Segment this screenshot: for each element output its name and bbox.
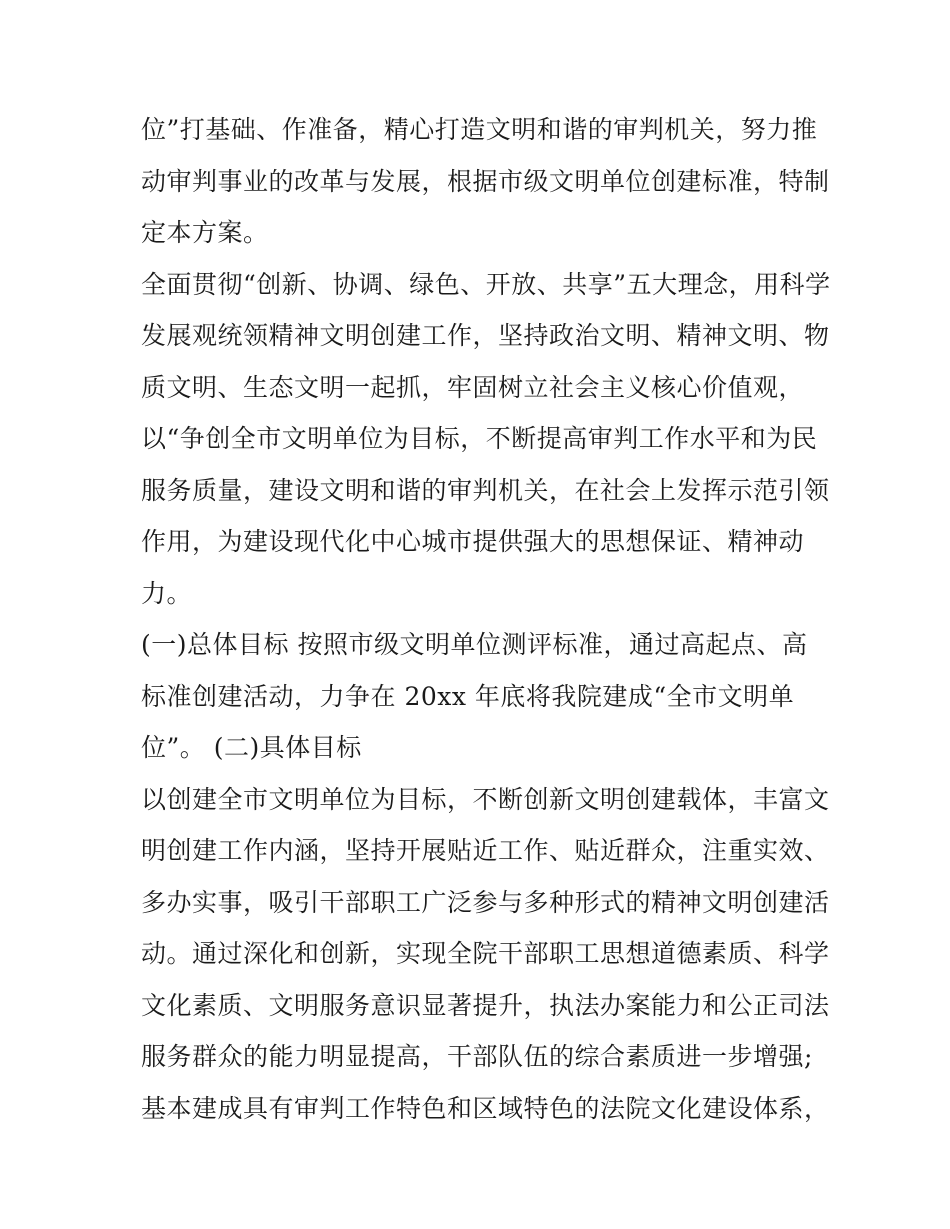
text-line: 位”。 (二)具体目标 [141,733,362,762]
text-line: 服务质量，建设文明和谐的审判机关，在社会上发挥示范引领 [141,475,830,505]
text-line: 质文明、生态文明一起抓，牢固树立社会主义核心价值观， [141,372,805,402]
text-line: 作用，为建设现代化中心城市提供强大的思想保证、精神动 [141,527,805,556]
text-line: 标准创建活动，力争在 20xx 年底将我院建成“全市文明单 [141,681,795,711]
text-line: 发展观统领精神文明创建工作，坚持政治文明、精神文明、物 [141,321,830,350]
text-line: 明创建工作内涵，坚持开展贴近工作、贴近群众，注重实效、 [141,836,830,865]
text-line: 动审判事业的改革与发展，根据市级文明单位创建标准，特制 [141,166,830,196]
text-line: 基本建成具有审判工作特色和区域特色的法院文化建设体系， [141,1093,830,1123]
text-line: 动。通过深化和创新，实现全院干部职工思想道德素质、科学 [141,939,830,968]
text-line: 全面贯彻“创新、协调、绿色、开放、共享”五大理念，用科学 [141,269,831,299]
text-line: (一)总体目标 按照市级文明单位测评标准，通过高起点、高 [141,630,808,659]
text-line: 以创建全市文明单位为目标，不断创新文明创建载体，丰富文 [141,784,830,814]
text-line: 定本方案。 [141,218,269,247]
text-line: 力。 [141,578,193,608]
text-line: 位”打基础、作准备，精心打造文明和谐的审判机关，努力推 [141,115,818,144]
body-text [141,104,831,1134]
text-line: 服务群众的能力明显提高，干部队伍的综合素质进一步增强; [141,1042,813,1071]
text-line: 文化素质、文明服务意识显著提升，执法办案能力和公正司法 [141,990,830,1020]
text-line: 多办实事，吸引干部职工广泛参与多种形式的精神文明创建活 [141,887,830,917]
text-line: 以“争创全市文明单位为目标，不断提高审判工作水平和为民 [141,424,818,453]
